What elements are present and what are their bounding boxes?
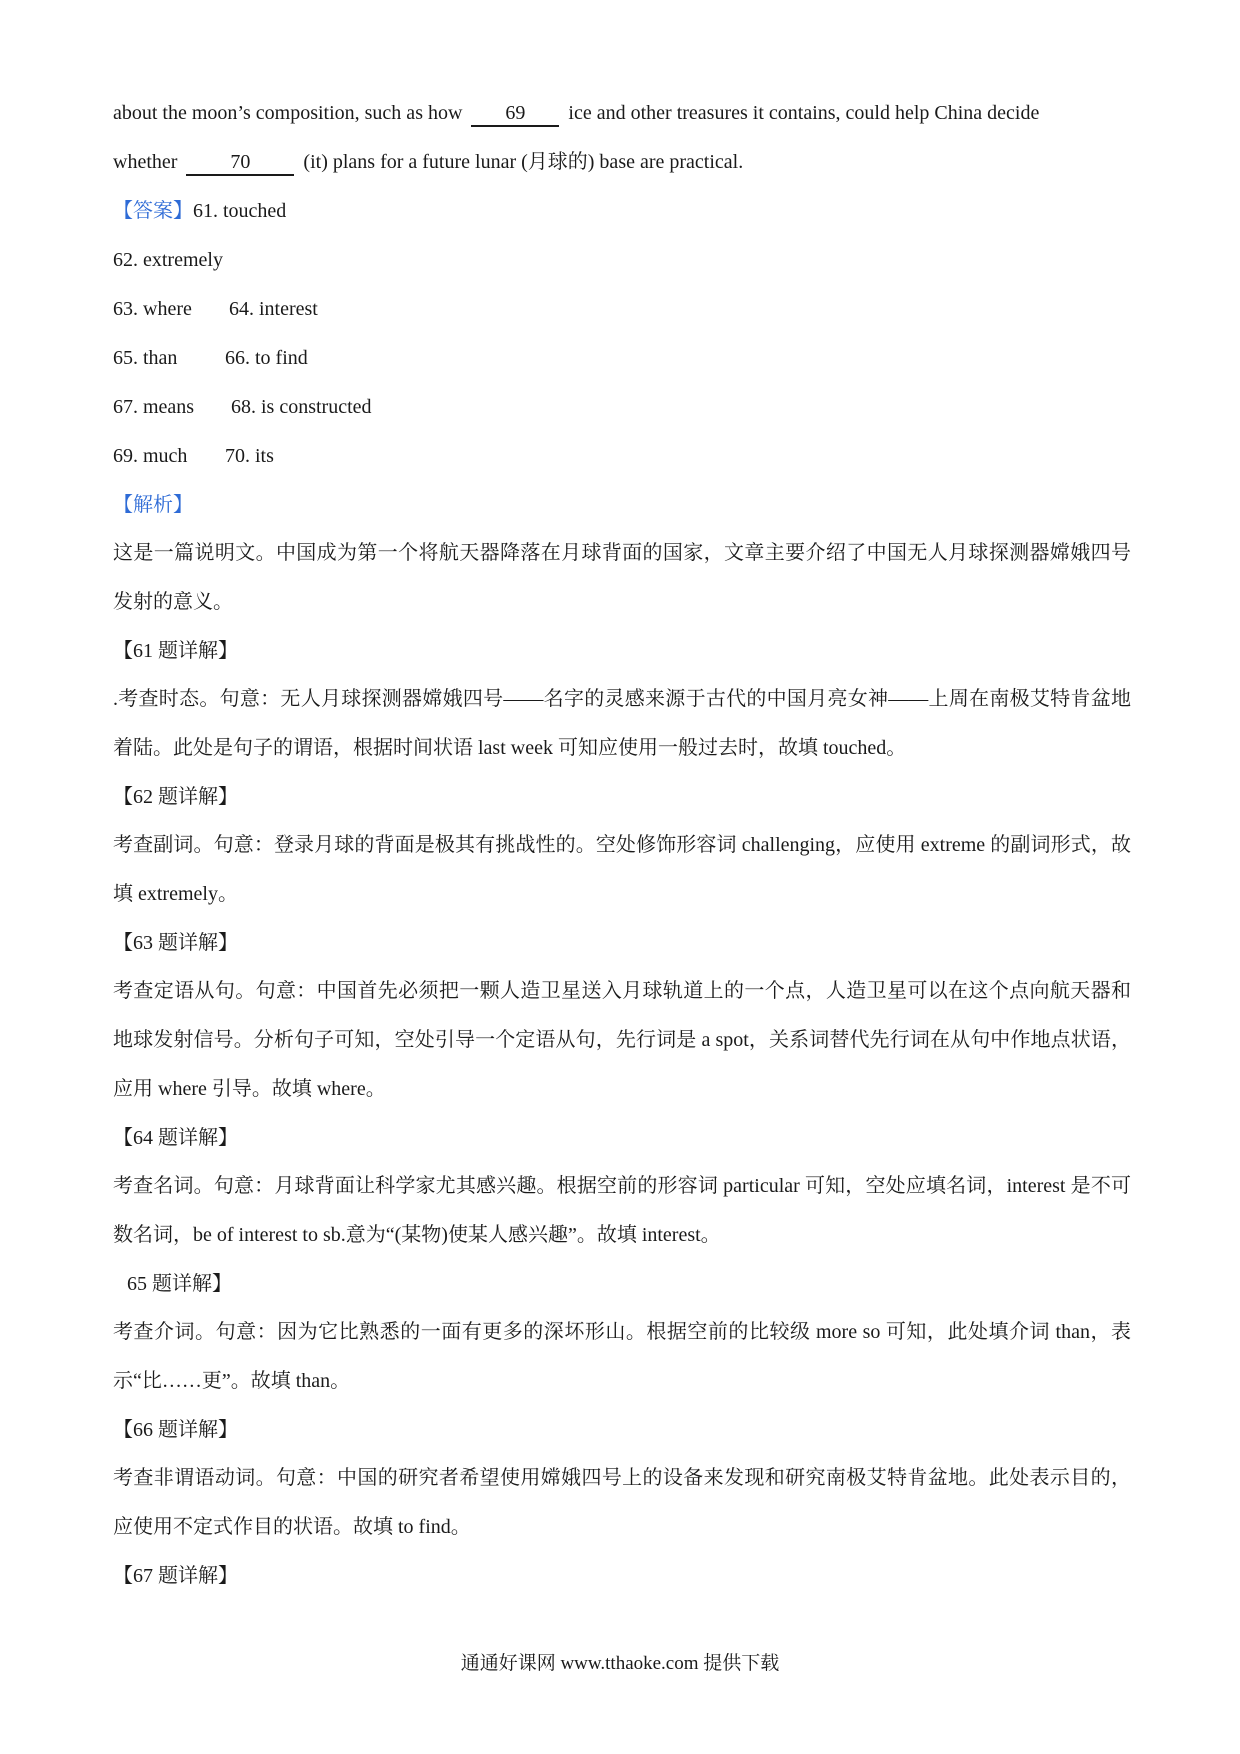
- answer-line-1: [113, 196, 1131, 226]
- analysis-summary: 这是一篇说明文。中国成为第一个将航天器降落在月球背面的国家，文章主要介绍了中国无人月球探测器嫦娥四号发射的意义。: [113, 542, 1131, 613]
- answer-line-3: [113, 294, 1131, 324]
- answer-item: 63. where: [113, 298, 192, 320]
- answer-item: 62. extremely: [113, 249, 223, 271]
- blank-70: 70: [186, 150, 294, 176]
- detail-body-62: 考查副词。句意：登录月球的背面是极其有挑战性的。空处修饰形容词 challenging，应使用 extreme 的副词形式，故填 extremely。: [113, 834, 1131, 905]
- passage-text: (it) plans for a future lunar (月球的) base are practical.: [303, 151, 744, 173]
- detail-heading-62: 【62 题详解】: [113, 786, 238, 808]
- detail-heading-67: 【67 题详解】: [113, 1565, 238, 1587]
- passage-text: about the moon’s composition, such as how: [113, 102, 463, 124]
- answer-item: 64. interest: [229, 298, 318, 320]
- detail-heading-63: 【63 题详解】: [113, 932, 238, 954]
- detail-body-65: 考查介词。句意：因为它比熟悉的一面有更多的深坏形山。根据空前的比较级 more so 可知，此处填介词 than，表示“比……更”。故填 than。: [113, 1321, 1131, 1392]
- passage-text: whether: [113, 151, 178, 173]
- answer-item: 66. to find: [225, 347, 308, 369]
- answer-line-2: [113, 245, 1131, 275]
- answer-item: 67. means: [113, 396, 195, 418]
- document-page: [113, 98, 1131, 1610]
- detail-body-64: 考查名词。句意：月球背面让科学家尤其感兴趣。根据空前的形容词 particular 可知，空处应填名词，interest 是不可数名词，be of interest to sb.意为“(某物)使某人感兴趣”。故填 interest。: [113, 1175, 1131, 1246]
- detail-heading-66: 【66 题详解】: [113, 1419, 238, 1441]
- answer-item: 68. is constructed: [231, 396, 372, 418]
- analysis-tag: 【解析】: [113, 494, 193, 516]
- answer-item: 65. than: [113, 347, 178, 369]
- answer-item: 69. much: [113, 445, 188, 467]
- detail-body-66: 考查非谓语动词。句意：中国的研究者希望使用嫦娥四号上的设备来发现和研究南极艾特肯盆地。此处表示目的，应使用不定式作目的状语。故填 to find。: [113, 1467, 1131, 1538]
- passage-line-2: [113, 147, 1131, 177]
- passage-line-1: [113, 98, 1131, 128]
- answer-item: 61. touched: [193, 200, 287, 222]
- answer-tag: 【答案】: [113, 200, 193, 222]
- detail-body-63: 考查定语从句。句意：中国首先必须把一颗人造卫星送入月球轨道上的一个点，人造卫星可以在这个点向航天器和地球发射信号。分析句子可知，空处引导一个定语从句，先行词是 a spot，关系词替代先行词在从句中作地点状语，应用 where 引导。故填 where。: [113, 980, 1131, 1100]
- detail-heading-64: 【64 题详解】: [113, 1127, 238, 1149]
- answer-line-5: [113, 392, 1131, 422]
- answer-line-6: [113, 441, 1131, 471]
- detail-body-61: .考查时态。句意：无人月球探测器嫦娥四号——名字的灵感来源于古代的中国月亮女神——上周在南极艾特肯盆地着陆。此处是句子的谓语，根据时间状语 last week 可知应使用一般过去时，故填 touched。: [113, 688, 1131, 759]
- page-footer: 通通好课网 www.tthaoke.com 提供下载: [460, 1653, 780, 1674]
- answer-line-4: [113, 343, 1131, 373]
- blank-69: 69: [471, 101, 559, 127]
- answer-item: 70. its: [225, 445, 274, 467]
- detail-heading-61: 【61 题详解】: [113, 640, 238, 662]
- detail-heading-65: 65 题详解】: [127, 1273, 232, 1295]
- analysis-heading: [113, 490, 1131, 520]
- passage-text: ice and other treasures it contains, could help China decide: [568, 102, 1040, 124]
